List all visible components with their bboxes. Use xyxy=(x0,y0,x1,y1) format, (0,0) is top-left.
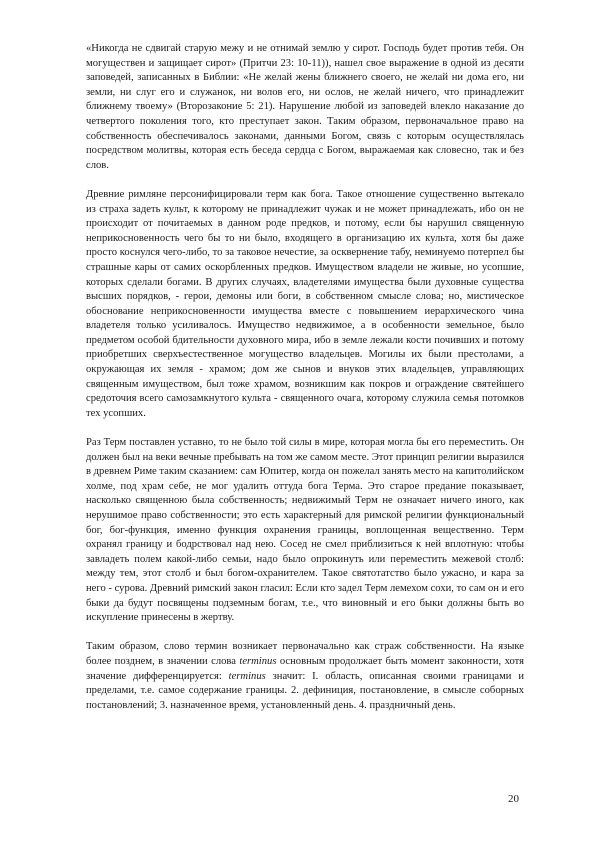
paragraph: Древние римляне персонифицировали терм как бога. Такое отношение существенно вытекало из страха задеть культ, к которому не принадлежит чужак и не может принадлежать, ибо он не происходит от почитаемых в данном роде предков, и потому, если бы нарушил священную неприкосновенность чего бы то ни было, входящего в организацию их культа, хотя бы даже просто коснулся чего-либо, то за таковое нечестие, за осквернение табу, неминуемо потерпел бы страшные кары от самих оскорбленных предков. Имуществом владели не живые, но усопшие, которых сделали богами. В других случаях, владетелями имущества были духовные существа высших порядков, - герои, демоны или боги, в собственном смысле слова; но, мистическое обоснование неприкосновенности имущества вместе с повышением иерархического чина владетеля только усиливалось. Имущество недвижимое, а в особенности земельное, было предметом особой бдительности духовного мира, ибо в земле лежали кости почивших и потому приобретших сверхъестественное могущество владельцев. Могилы их были престолами, а окружающая их земля - храмом; дом же сынов и внуков этих владельцев, управляющих священным имуществом, был тоже храмом, возникшим как покров и ограждение святейшего средоточия всего самозамкнутого культа - священного очага, которому служила семья потомков тех усопших. xyxy=(86,188,524,419)
paragraph: «Никогда не сдвигай старую межу и не отнимай землю у сирот. Господь будет против тебя. Он могуществен и защищает сирот» (Притчи 23: 10-11)), нашел свое выражение в одной из десяти заповедей, записанных в Библии: «Не желай жены ближнего своего, не желай ни дома его, ни земли, ни слуг его и служанок, ни волов его, ни ослов, не желай ничего, что принадлежит ближнему твоему» (Второзаконие 5: 21). Нарушение любой из заповедей влекло наказание до четвертого поколения того, кто преступает закон. Таким образом, первоначальное право на собственность обеспечивалось законами, данными Богом, связь с которым осуществлялась посредством молитвы, которая есть беседа сердца с Богом, выражаемая как словесно, так и без слов. xyxy=(86,43,524,171)
paragraph: Раз Терм поставлен уставно, то не было той силы в мире, которая могла бы его переместить. Он должен был на веки вечные пребывать на том же самом месте. Этот принцип религии выразился в древнем Риме таким сказанием: сам Юпитер, когда он пожелал занять место на капитолийском холме, под храм себе, не мог удалить оттуда бога Терма. Это старое предание показывает, насколько священною была собственность; недвижимый Терм не означает ничего иного, как нерушимое право собственности; это есть характерный для римской религии функциональный бог, бог-функция, именно функция охранения границы, воплощенная вещественно. Терм охранял границу и бодрствовал над нею. Сосед не смел приблизиться к ней вплотную: чтобы завладеть полем какой-либо семьи, надо было опрокинуть или переместить межевой столб: между тем, этот столб и был богом-охранителем. Такое святотатство было ужасно, и кара за него - сурова. Древний римский закон гласил: Если кто задел Терм лемехом сохи, то сам он и его быки да будут посвящены подземным богам, т.е., что виновный и его быки должны быть во искупление принесены в жертву. xyxy=(86,437,524,624)
latin-term: terminus xyxy=(239,655,277,667)
page-number: 20 xyxy=(508,793,519,805)
paragraph-terminus xyxy=(86,640,524,713)
body-text xyxy=(86,42,524,713)
text-segment: Таким образом, слово термин возникает первоначально как страж собственности. На языке более позднем, в значении слова xyxy=(86,641,524,667)
text-segment: основным продолжает быть момент законности, хотя значение дифференцируется: xyxy=(86,655,524,682)
latin-term: terminus xyxy=(228,670,266,682)
text-segment: значит: I. область, описанная своими границами и пределами, т.е. самое содержание границы. 2. дефиниция, постановление, в смысле соборных постановлений; 3. назначенное время, установленный день. 4. праздничный день. xyxy=(86,670,524,711)
